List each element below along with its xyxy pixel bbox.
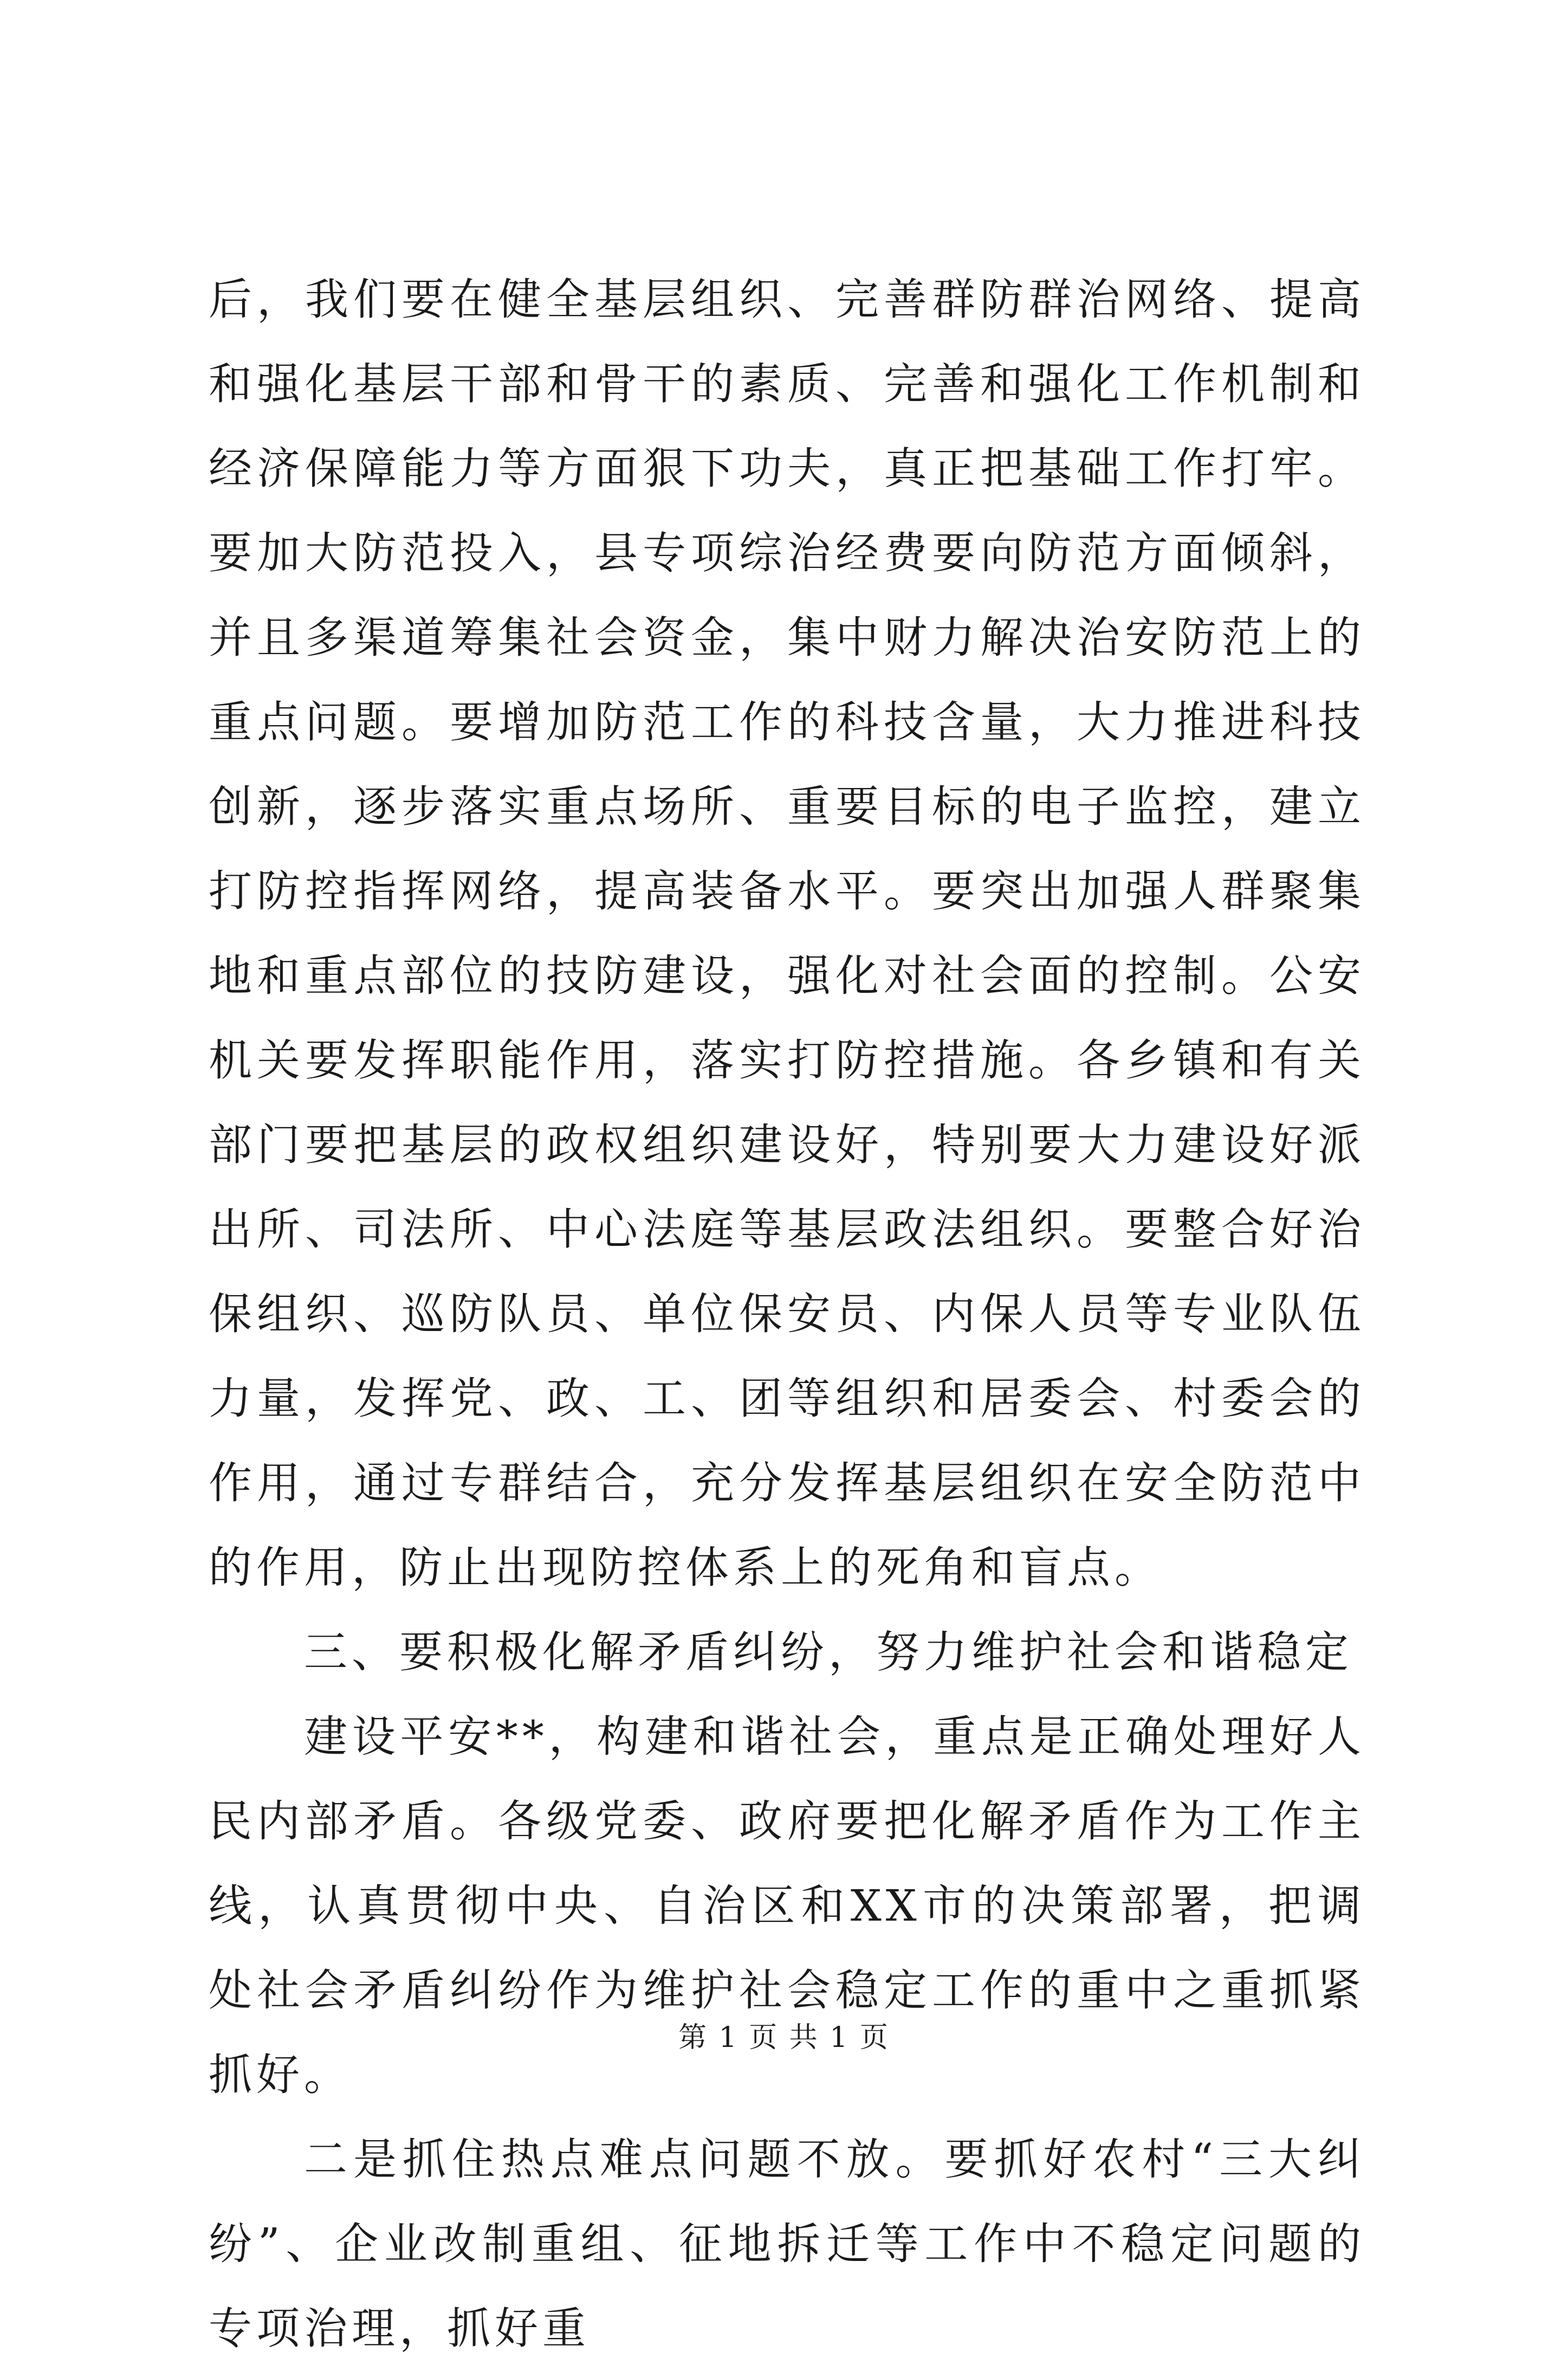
paragraph-4: 二是抓住热点难点问题不放。要抓好农村“三大纠纷”、企业改制重组、征地拆迁等工作中不稳定问题的专项治理，抓好重 <box>209 2134 1365 2354</box>
paragraph-1: 后，我们要在健全基层组织、完善群防群治网络、提高和强化基层干部和骨干的素质、完善和强化工作机制和经济保障能力等方面狠下功夫，真正把基础工作打牢。要加大防范投入，县专项综治经费要向防范方面倾斜，并且多渠道筹集社会资金，集中财力解决治安防范上的重点问题。要增加防范工作的科技含量，大力推进科技创新，逐步落实重点场所、重要目标的电子监控，建立打防控指挥网络，提高装备水平。要突出加强人群聚集地和重点部位的技防建设，强化对社会面的控制。公安机关要发挥职能作用，落实打防控措施。各乡镇和有关部门要把基层的政权组织建设好，特别要大力建设好派出所、司法所、中心法庭等基层政法组织。要整合好治保组织、巡防队员、单位保安员、内保人员等专业队伍力量，发挥党、政、工、团等组织和居委会、村委会的作用，通过专群结合，充分发挥基层组织在安全防范中的作用，防止出现防控体系上的死角和盲点。 <box>209 274 1365 1593</box>
paragraph-3: 建设平安**，构建和谐社会，重点是正确处理好人民内部矛盾。各级党委、政府要把化解矛盾作为工作主线，认真贯彻中央、自治区和XX市的决策部署，把调处社会矛盾纠纷作为维护社会稳定工作的重中之重抓紧抓好。 <box>209 1711 1365 2100</box>
page-footer: 第 1 页 共 1 页 <box>678 2021 890 2054</box>
section-heading: 三、要积极化解矛盾纠纷，努力维护社会和谐稳定 <box>304 1627 1353 1677</box>
